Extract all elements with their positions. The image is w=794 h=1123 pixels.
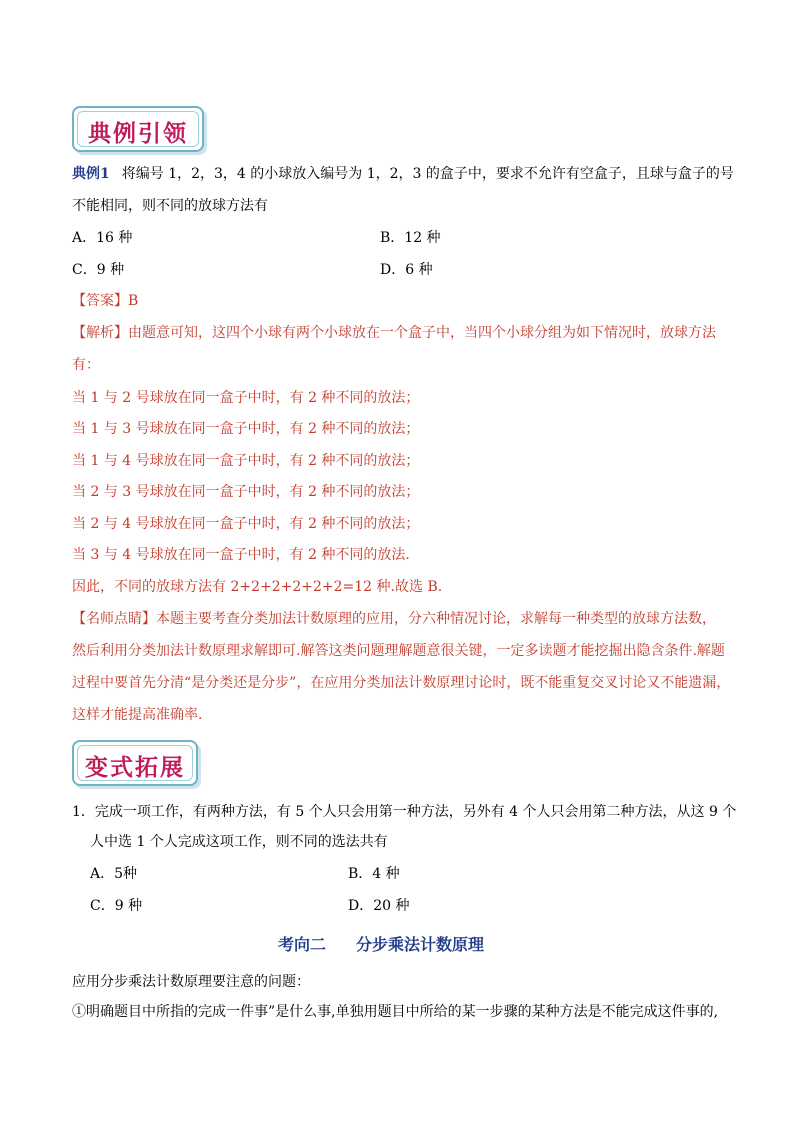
section-heading-box [72, 106, 204, 152]
exercise-option-a: A．5种 [90, 866, 138, 882]
topic-heading-number: 考向二 [278, 935, 327, 954]
answer-value: B [128, 293, 139, 309]
analysis-case: 当 1 与 3 号球放在同一盒子中时，有 2 种不同的放法； [72, 421, 420, 437]
tip-text: 本题主要考查分类加法计数原理的应用，分六种情况讨论，求解每一种类型的放球方法数， [156, 611, 716, 627]
exercise-line1: 1．完成一项工作，有两种方法，有 5 个人只会用第一种方法，另外有 4 个人只会用第二种方法，从这 9 个 [72, 804, 737, 820]
analysis-case: 当 1 与 4 号球放在同一盒子中时，有 2 种不同的放法； [72, 453, 420, 469]
analysis-case: 当 2 与 3 号球放在同一盒子中时，有 2 种不同的放法； [72, 484, 420, 500]
tip-line4: 这样才能提高准确率. [72, 707, 203, 723]
option-b: B．12 种 [380, 230, 441, 246]
answer-label: 【答案】 [72, 293, 128, 309]
tip-line1 [72, 609, 716, 629]
option-d: D．6 种 [380, 262, 433, 278]
option-c: C．9 种 [72, 262, 125, 278]
analysis-line1 [72, 323, 716, 343]
tip-line3: 过程中要首先分清“是分类还是分步”，在应用分类加法计数原理讨论时，既不能重复交叉讨论又不能遗漏， [72, 675, 731, 691]
analysis-case: 当 2 与 4 号球放在同一盒子中时，有 2 种不同的放法； [72, 516, 420, 532]
tip-line2: 然后利用分类加法计数原理求解即可.解答这类问题理解题意很关键，一定多读题才能挖掘出隐含条件.解题 [72, 643, 725, 659]
example-text: 将编号 1，2，3，4 的小球放入编号为 1，2，3 的盒子中，要求不允许有空盒子，且球与盒子的号 [121, 166, 734, 182]
analysis-case: 当 3 与 4 号球放在同一盒子中时，有 2 种不同的放法. [72, 547, 410, 563]
analysis-case: 当 1 与 2 号球放在同一盒子中时，有 2 种不同的放法； [72, 390, 420, 406]
intro-line2: ①明确题目中所指的完成一件事”是什么事,单独用题目中所给的某一步骤的某种方法是不能完成这件事的, [72, 1004, 719, 1020]
section-title: 典例引领 [88, 120, 188, 147]
example-question-line2: 不能相同，则不同的放球方法有 [72, 198, 268, 214]
analysis-text: 由题意可知，这四个小球有两个小球放在一个盒子中，当四个小球分组为如下情况时，放球方法 [128, 325, 716, 341]
section-heading-box [72, 740, 198, 786]
option-a: A．16 种 [72, 230, 133, 246]
exercise-option-c: C．9 种 [90, 898, 143, 914]
section-title: 变式拓展 [85, 754, 185, 781]
analysis-line2: 有： [72, 357, 100, 373]
exercise-option-d: D．20 种 [348, 898, 410, 914]
example-label: 典例1 [72, 166, 110, 182]
topic-heading-title: 分步乘法计数原理 [356, 935, 485, 954]
example-question-line1 [72, 164, 734, 184]
tip-label: 【名师点睛】 [72, 611, 156, 627]
analysis-label: 【解析】 [72, 325, 128, 341]
analysis-conclusion: 因此，不同的放球方法有 2+2+2+2+2+2=12 种.故选 B. [72, 579, 443, 595]
exercise-option-b: B．4 种 [348, 866, 400, 882]
intro-line1: 应用分步乘法计数原理要注意的问题： [72, 974, 310, 990]
topic-heading [278, 932, 484, 955]
exercise-line2: 人中选 1 个人完成这项工作，则不同的选法共有 [90, 834, 388, 850]
answer [72, 291, 138, 311]
